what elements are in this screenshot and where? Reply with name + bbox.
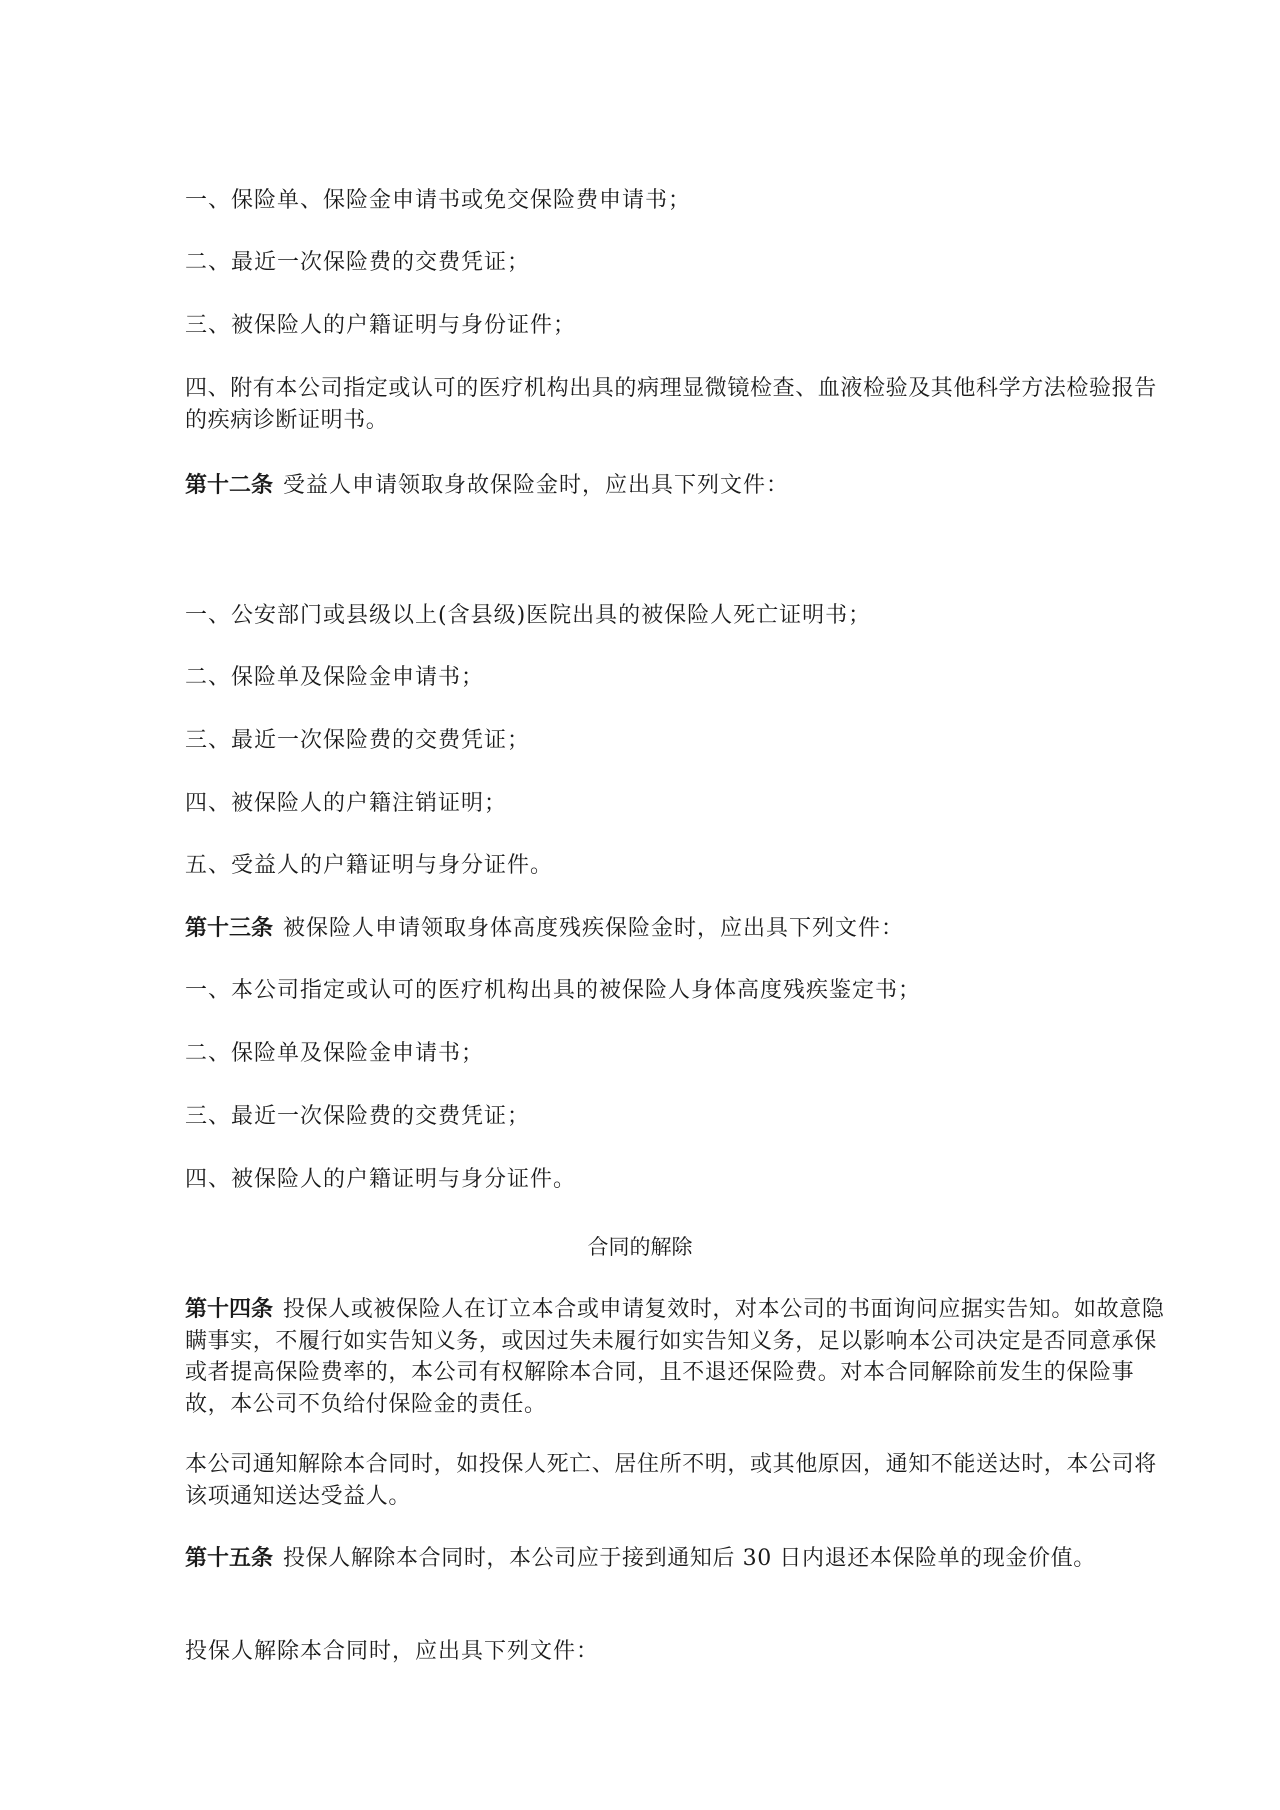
article-label: 第十三条 [185, 916, 274, 941]
article-13-heading [185, 913, 904, 944]
list-item: 一、保险单、保险金申请书或免交保险费申请书； [185, 188, 692, 213]
list-item: 三、最近一次保险费的交费凭证； [185, 728, 531, 753]
article-12-heading [185, 470, 789, 501]
article-label: 第十五条 [185, 1546, 274, 1571]
article-text: 投保人或被保险人在订立本合或申请复效时，对本公司的书面询问应据实告知。如故意隐瞒事实，不履行如实告知义务，或因过失未履行如实告知义务，足以影响本公司决定是否同意承保或者提高保险费率的，本公司有权解除本合同，且不退还保险费。对本合同解除前发生的保险事故，本公司不负给付保险金的责任。 [185, 1297, 1165, 1417]
list-item: 四、附有本公司指定或认可的医疗机构出具的病理显微镜检查、血液检验及其他科学方法检验报告的疾病诊断证明书。 [185, 376, 1157, 433]
list-item: 二、最近一次保险费的交费凭证； [185, 250, 531, 275]
article-label: 第十二条 [185, 473, 274, 498]
article-text: 投保人解除本合同时，本公司应于接到通知后 30 日内退还本保险单的现金价值。 [283, 1546, 1096, 1571]
article-text: 被保险人申请领取身体高度残疾保险金时，应出具下列文件： [283, 916, 905, 941]
list-item: 三、最近一次保险费的交费凭证； [185, 1104, 531, 1129]
list-item: 四、被保险人的户籍注销证明； [185, 791, 508, 816]
article-text: 受益人申请领取身故保险金时，应出具下列文件： [283, 473, 790, 498]
list-item: 二、保险单及保险金申请书； [185, 1041, 485, 1066]
article-14 [185, 1294, 1175, 1420]
list-item: 四、被保险人的户籍证明与身分证件。 [185, 1167, 577, 1192]
list-item: 五、受益人的户籍证明与身分证件。 [185, 853, 554, 878]
article-14-paragraph-2: 本公司通知解除本合同时，如投保人死亡、居住所不明，或其他原因，通知不能送达时，本公司将该项通知送达受益人。 [185, 1452, 1157, 1509]
article-15 [185, 1543, 1175, 1575]
list-item: 三、被保险人的户籍证明与身份证件； [185, 313, 577, 338]
section-heading: 合同的解除 [587, 1235, 693, 1259]
article-15-paragraph-2: 投保人解除本合同时，应出具下列文件： [185, 1639, 600, 1664]
list-item: 二、保险单及保险金申请书； [185, 665, 485, 690]
article-label: 第十四条 [185, 1297, 274, 1322]
list-item: 一、本公司指定或认可的医疗机构出具的被保险人身体高度残疾鉴定书； [185, 978, 922, 1003]
list-item: 一、公安部门或县级以上(含县级)医院出具的被保险人死亡证明书； [185, 603, 872, 628]
